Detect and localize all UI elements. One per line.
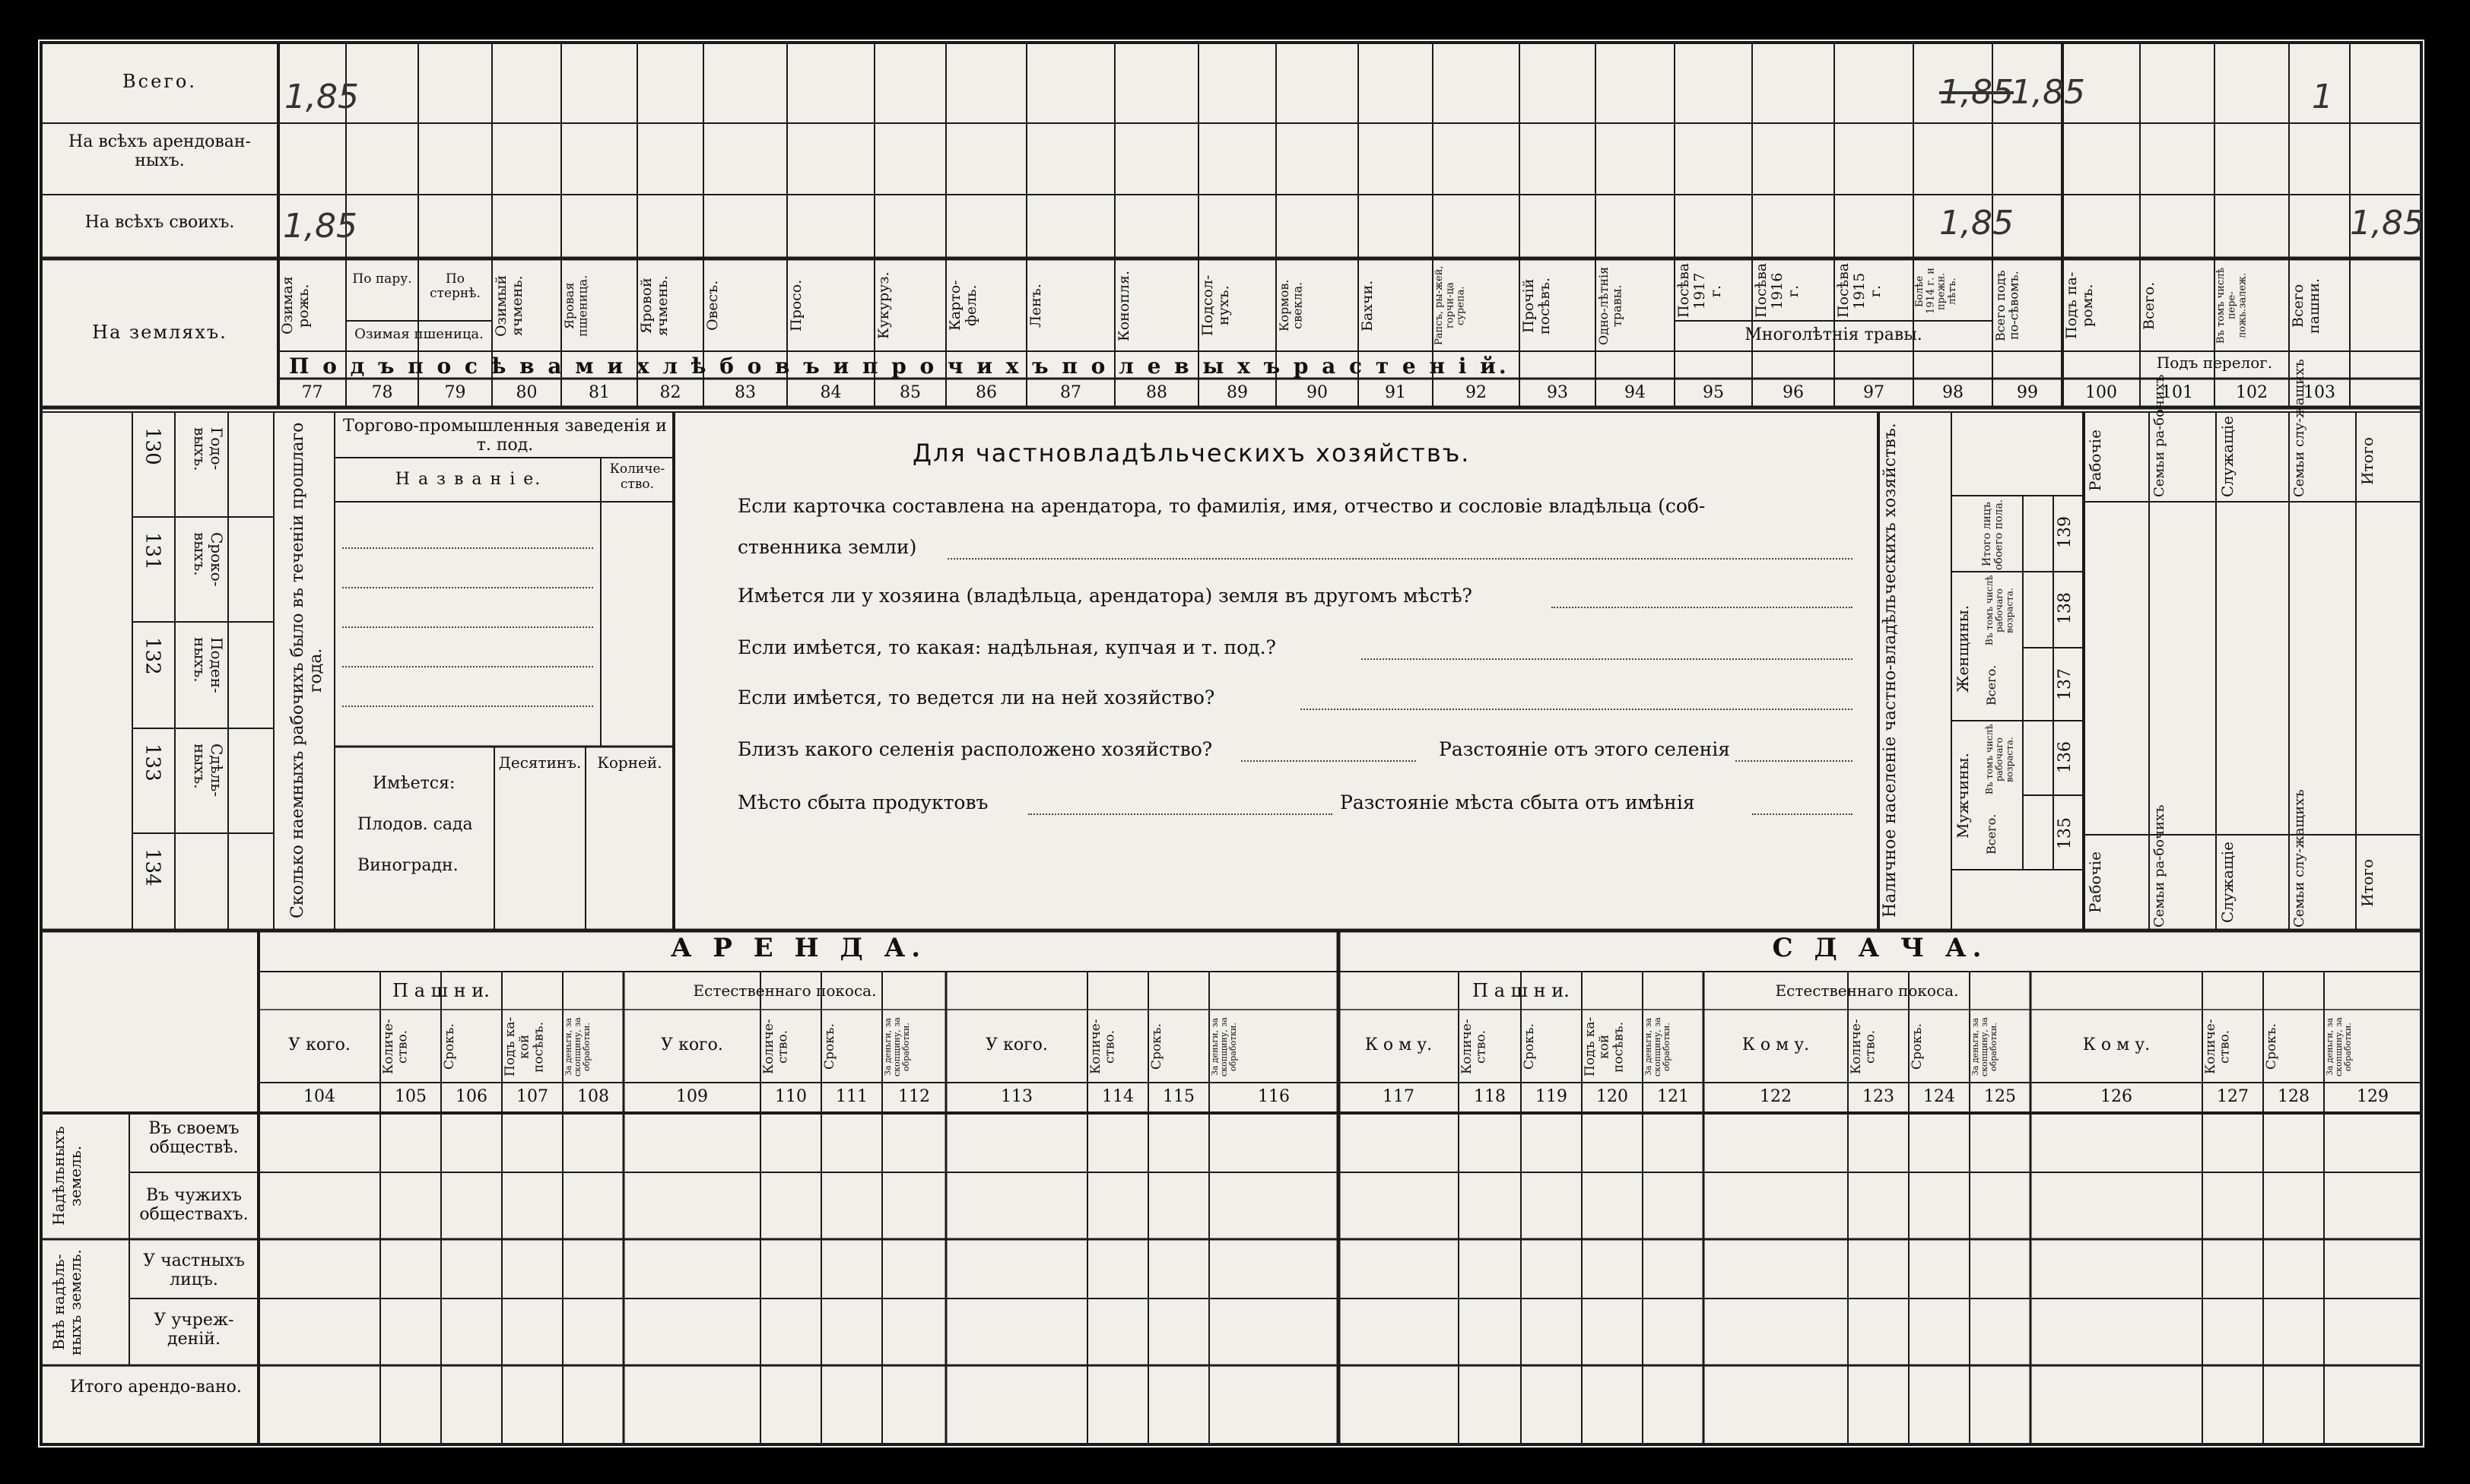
zhen-v-tom: Въ томъ числѣ рабочаго возраста. [1984,575,2015,646]
crop-col-num-97: 97 [1863,383,1884,402]
crop-col-label-92: Рапсъ, ры-жей, горчи-ца сурепа. [1433,265,1467,346]
crop-col-num-103: 103 [2303,383,2335,402]
crop-col-num-88: 88 [1146,383,1167,402]
crop-col-label-85: Кукуруз. [875,271,892,340]
bottom-col-num-120: 120 [1596,1087,1628,1106]
population-side-label: Наличное населенiе частно-владѣльческихъ хозяйствъ. [1881,423,1900,918]
group-mnogoletnie: Многолѣтнiя травы. [1745,325,1922,344]
bottom-col-num-116: 116 [1258,1087,1290,1106]
sad-label: Плодов. сада [357,815,473,834]
crop-col-num-85: 85 [900,383,921,402]
bottom-col-label-114: Количе-ство. [1088,1019,1118,1075]
population-num-137: 137 [2056,668,2075,700]
workers-label-132: Поден-ныхъ. [191,637,226,693]
q1b: ственника земли) [738,536,917,558]
q4: Если имѣется, то ведется ли на ней хозяйство? [738,687,1215,709]
crop-col-label-80: Озимый ячмень. [493,274,525,337]
bottom-col-label-118: Количе-ство. [1459,1019,1489,1075]
semyi-sluzh-bottom: Семьи слу-жащихъ [2291,789,2307,928]
arenda-pokosa: Естественнаго покоса. [693,981,877,1000]
desyatin-col: Десятинъ. [498,753,582,772]
q6b: Разстоянiе мѣста сбыта отъ имѣнiя [1340,791,1695,813]
bottom-col-label-105: Количе-ство. [381,1019,411,1075]
bottom-col-label-119: Срокъ. [1522,1023,1537,1070]
crop-col-num-92: 92 [1465,383,1487,402]
workers-label-131: Сроко-выхъ. [191,532,226,587]
row-v-svoem: Въ своемъ обществѣ. [148,1119,240,1158]
crop-col-num-77: 77 [301,383,323,402]
row-u-chastnykh: У частныхъ лицъ. [143,1251,245,1290]
bottom-col-num-105: 105 [395,1087,427,1106]
bottom-col-label-126: К о м у. [2082,1035,2151,1054]
nadel-side: Надѣльныхъ земель. [49,1126,84,1226]
crop-col-num-95: 95 [1703,383,1724,402]
bottom-col-label-127: Количе-ство. [2203,1019,2233,1075]
crop-col-label-86: Карто-фель. [947,280,979,331]
crop-col-num-81: 81 [589,383,610,402]
crop-col-label-93: Прочiй посѣвъ. [1520,277,1553,335]
crop-col-label-99: Всего подъ по-сѣвомъ. [1993,270,2021,341]
row-u-uchrezhdenii: У учреж-денiй. [154,1311,234,1349]
semyi-rab-bottom: Семьи ра-бочихъ [2151,804,2167,928]
bottom-col-num-113: 113 [1001,1087,1033,1106]
q5b: Разстоянiе отъ этого селенiя [1439,738,1731,760]
bottom-col-label-129: За деньги, за скопщину, за обработки. [2325,1017,2354,1077]
crop-col-label-102: Въ томъ числѣ пере-ложь.залеж. [2215,267,2249,344]
muzh-vsego: Всего. [1984,813,1999,855]
crop-col-num-79: 79 [444,383,466,402]
bottom-col-num-115: 115 [1163,1087,1195,1106]
workers-side-label: Сколько наемныхъ рабочихъ было въ теченiи прошлаго года. [288,422,326,919]
bottom-col-num-127: 127 [2217,1087,2249,1106]
row-na-zemlyakh: На земляхъ. [92,322,227,343]
group-pod-posevami: П о д ъ п о с ѣ в а м и х л ѣ б о в ъ и п р о ч и х ъ п о л е в ы х ъ р а с т е н i й. [289,354,1510,379]
bottom-col-num-110: 110 [775,1087,807,1106]
hw-svoikh-103: 1,85 [2350,204,2424,243]
zhenshchiny-label: Женщины. [1954,604,1972,693]
sdacha-pashni: П а ш н и. [1472,980,1570,1001]
bottom-col-num-126: 126 [2100,1087,2132,1106]
bottom-col-num-106: 106 [456,1087,487,1106]
muzh-v-tom: Въ томъ числѣ рабочаго возраста. [1984,724,2015,795]
bottom-col-label-116: За деньги, за скопщину, за обработки. [1210,1017,1239,1077]
row-itogo-arendovano: Итого арендо-вано. [70,1378,242,1397]
sluzhashchie-top: Служащiе [2218,416,2237,497]
population-num-136: 136 [2056,741,2075,773]
bottom-col-label-106: Срокъ. [442,1023,457,1070]
bottom-col-num-122: 122 [1760,1087,1792,1106]
hw-svoikh-77: 1,85 [283,207,357,246]
crop-col-label-101: Всего. [2141,281,2157,330]
workers-num-133: 133 [141,744,164,782]
bottom-col-num-121: 121 [1657,1087,1689,1106]
crop-col-label-82: Яровой ячмень. [638,275,671,336]
bottom-col-label-121: За деньги, за скопщину, за обработки. [1643,1017,1672,1077]
crop-col-num-89: 89 [1227,383,1248,402]
crop-col-num-93: 93 [1547,383,1568,402]
bottom-col-label-124: Срокъ. [1910,1023,1925,1070]
bottom-col-label-125: За деньги, за скопщину, за обработки. [1970,1017,1999,1077]
bottom-col-num-125: 125 [1984,1087,2016,1106]
bottom-col-num-129: 129 [2357,1087,2389,1106]
bottom-col-label-104: У кого. [288,1035,351,1054]
crop-col-num-87: 87 [1060,383,1081,402]
population-num-135: 135 [2056,817,2075,849]
crop-col-label-83: Овесъ. [704,280,721,331]
bottom-col-label-109: У кого. [661,1035,723,1054]
crop-col-num-94: 94 [1624,383,1646,402]
q5a: Близъ какого селенiя расположено хозяйство? [738,738,1213,760]
group-pod-perelog: Подъ перелог. [2156,354,2273,372]
census-card [38,40,2424,1448]
crop-col-label-84: Просо. [788,279,805,332]
arenda-pashni: П а ш н и. [392,980,490,1001]
bottom-col-label-122: К о м у. [1741,1035,1810,1054]
crop-col-label-87: Ленъ. [1027,284,1044,328]
bottom-col-label-107: Подъ ка-кой посѣвъ. [503,1016,547,1077]
row-svoikh: На всѣхъ своихъ. [84,213,235,232]
semyi-sluzh-top: Семьи слу-жащихъ [2291,359,2307,497]
crop-col-num-102: 102 [2236,383,2268,402]
q3: Если имѣется, то какая: надѣльная, купчая и т. под.? [738,636,1276,658]
workers-num-134: 134 [141,848,164,886]
private-title: Для частновладѣльческихъ хозяйствъ. [913,439,1471,468]
crop-col-label-97: Посѣва 1915 г. [1835,262,1884,318]
enterprises-name-col: Н а з в а н i е. [395,470,542,489]
population-num-138: 138 [2056,592,2075,624]
crop-col-label-88: Конопля. [1116,270,1132,341]
group-ozimaya-pshenitsa: Озимая пшеница. [354,326,484,342]
zhen-vsego: Всего. [1984,664,1999,706]
bottom-col-num-107: 107 [516,1087,548,1106]
crop-col-num-99: 99 [2017,383,2038,402]
crop-col-num-100: 100 [2085,383,2117,402]
sdacha-pokosa: Естественнаго покоса. [1775,981,1959,1000]
row-v-chuzhikh: Въ чужихъ обществахъ. [139,1186,249,1225]
hw-vsego-98-struck: 1,85 [1939,73,2014,112]
crop-col-label-91: Бахчи. [1359,280,1376,331]
rabochie-top: Рабочiе [2086,430,2104,492]
crop-col-num-90: 90 [1306,383,1328,402]
bottom-col-label-128: Срокъ. [2264,1023,2279,1070]
vne-side: Внѣ надѣль-ныхъ земель. [49,1249,84,1356]
enterprises-title: Торгово-промышленныя заведенiя и т. под. [343,417,667,455]
population-num-139: 139 [2056,516,2075,548]
workers-label-130: Годо-выхъ. [191,427,226,471]
bottom-col-num-117: 117 [1383,1087,1414,1106]
crop-col-label-95: Посѣва 1917 г. [1675,262,1724,318]
bottom-col-num-128: 128 [2278,1087,2310,1106]
crop-col-label-81: Яровая пшеница. [562,274,590,337]
crop-col-num-84: 84 [820,383,842,402]
bottom-col-label-115: Срокъ. [1149,1023,1164,1070]
workers-num-131: 131 [141,532,164,570]
bottom-col-num-109: 109 [676,1087,708,1106]
crop-col-label-90: Кормов. свекла. [1277,279,1305,332]
hw-top-right: 1 [2312,78,2333,116]
sluzhashchie-bottom: Служащiе [2218,842,2237,924]
q1a: Если карточка составлена на арендатора, то фамилiя, имя, отчество и сословiе владѣльца (соб- [738,495,1706,517]
crop-col-label-103: Всего пашни. [2290,277,2322,334]
crop-col-num-86: 86 [976,383,997,402]
itogo-top: Итого [2358,436,2376,485]
muzhchiny-label: Мужчины. [1954,753,1972,839]
itogo-bottom: Итого [2358,858,2376,907]
crop-col-num-96: 96 [1783,383,1804,402]
bottom-col-label-113: У кого. [986,1035,1048,1054]
row-arendovannykh: На всѣхъ арендован-ныхъ. [68,132,251,171]
bottom-col-num-104: 104 [303,1087,335,1106]
bottom-col-num-112: 112 [898,1087,930,1106]
imeetsya-label: Имѣется: [373,774,456,793]
workers-num-132: 132 [141,637,164,675]
bottom-col-num-124: 124 [1923,1087,1955,1106]
bottom-col-label-110: Количе-ство. [761,1019,791,1075]
q6a: Мѣсто сбыта продуктовъ [738,791,989,813]
bottom-col-label-123: Количе-ство. [1849,1019,1878,1075]
bottom-col-label-108: За деньги, за скопщину, за обработки. [564,1017,592,1077]
bottom-col-label-120: Подъ ка-кой посѣвъ. [1583,1016,1627,1077]
crop-col-num-82: 82 [659,383,681,402]
sdacha-title: С Д А Ч А. [1772,933,1988,963]
kornei-col: Корней. [597,753,662,772]
crop-col-num-78: 78 [371,383,393,402]
q2: Имѣется ли у хозяина (владѣльца, арендатора) земля въ другомъ мѣстѣ? [738,585,1472,607]
crop-col-num-98: 98 [1942,383,1964,402]
crop-col-num-83: 83 [735,383,756,402]
bottom-col-num-108: 108 [577,1087,609,1106]
crop-col-label-77: Озимая рожь. [279,276,312,335]
crop-col-label-96: Посѣва 1916 г. [1753,262,1802,318]
bottom-col-num-118: 118 [1474,1087,1506,1106]
bottom-col-num-111: 111 [836,1087,868,1106]
crop-col-label-94: Одно-лѣтнiя травы. [1596,266,1624,345]
hw-vsego-99: 1,85 [2011,73,2085,112]
workers-num-130: 130 [141,427,164,465]
crop-col-label-79: По стернѣ. [430,271,481,301]
vinograd-label: Виноградн. [357,856,459,875]
crop-col-num-80: 80 [516,383,538,402]
crop-col-label-89: Подсол-нухъ. [1199,274,1232,337]
crop-col-label-98: Болѣе 1914 г. и прежн. лѣтъ. [1914,268,1958,315]
bottom-col-num-119: 119 [1535,1087,1567,1106]
row-vsego: Всего. [122,71,197,92]
semyi-rab-top: Семьи ра-бочихъ [2151,374,2167,497]
crop-col-num-101: 101 [2161,383,2193,402]
bottom-col-label-112: За деньги, за скопщину, за обработки. [883,1017,912,1077]
crop-col-num-91: 91 [1385,383,1406,402]
hw-vsego-77: 1,85 [284,78,359,116]
itogo-obo-pola: Итого лицъ обоего пола. [1981,499,2005,570]
crop-col-label-78: По пару. [352,271,412,287]
hw-svoikh-98: 1,85 [1939,204,2014,243]
bottom-col-num-114: 114 [1102,1087,1134,1106]
bottom-col-label-111: Срокъ. [822,1023,837,1070]
enterprises-qty-col: Количе-ство. [609,461,665,492]
rabochie-bottom: Рабочiе [2086,851,2104,914]
crop-col-label-100: Подъ па-ромъ. [2063,271,2096,340]
bottom-col-label-117: К о м у. [1364,1035,1433,1054]
bottom-col-num-123: 123 [1862,1087,1894,1106]
arenda-title: А Р Е Н Д А. [670,933,927,963]
workers-label-133: Сдѣль-ныхъ. [191,744,226,797]
